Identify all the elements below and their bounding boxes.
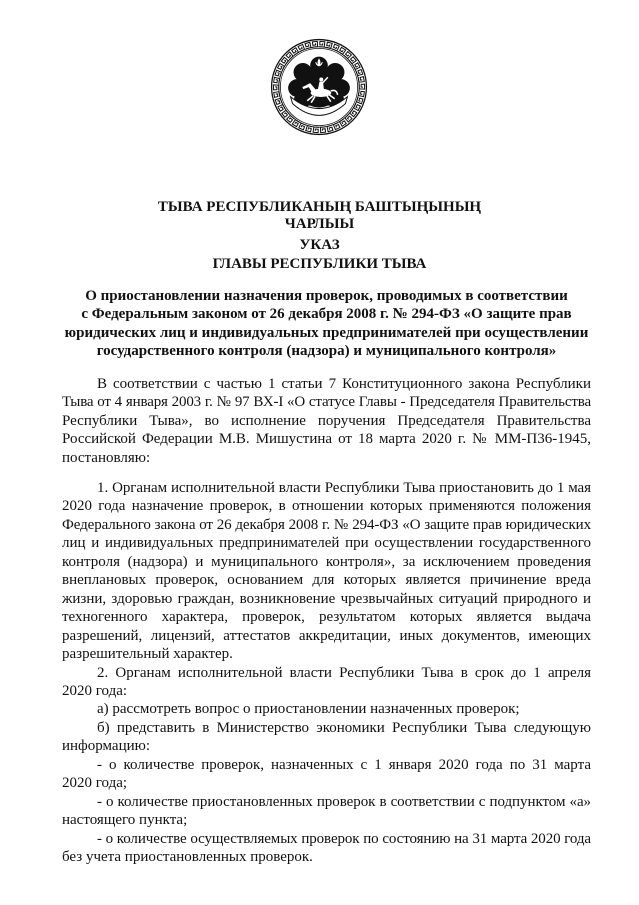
info-item-line: - о количестве осуществляемых проверок по состоянию на 31 марта 2020 года	[97, 830, 591, 847]
info-item-line: 2020 года;	[62, 775, 128, 792]
preamble-line: В соответствии с частью 1 статьи 7 Конституционного закона Республики	[97, 376, 591, 392]
clause-line: внеплановых проверок, основанием для которых является причинение вреда	[62, 572, 591, 589]
preamble-line: Республики Тыва», во исполнение поручения Председателя Правительства	[62, 412, 591, 429]
header-tuvan-decree: ЧАРЛЫЫ	[284, 216, 355, 232]
clause-line: 2020 года назначение проверок, в отношении которых применяются положения	[62, 498, 591, 515]
header-tuvan-title: ТЫВА РЕСПУБЛИКАНЫҢ БАШТЫҢЫНЫҢ	[157, 199, 482, 215]
info-item-line: без учета приостановленных проверок.	[62, 849, 313, 866]
clause-2	[62, 664, 591, 701]
info-item-line: настоящего пункта;	[62, 812, 188, 829]
info-item-2	[62, 793, 591, 830]
decree-title-line: с Федеральным законом от 26 декабря 2008 г. № 294-ФЗ «О защите прав	[81, 306, 572, 323]
preamble-line: Российской Федерации М.В. Мишустина от 18 марта 2020 г. № ММ-П36-1945,	[62, 431, 591, 448]
tuva-coat-of-arms-icon	[270, 38, 368, 136]
subclause-b	[62, 719, 591, 756]
decree-clauses	[62, 479, 591, 867]
preamble-paragraph	[62, 375, 591, 467]
info-item-line: - о количестве проверок, назначенных с 1 января 2020 года по 31 марта	[97, 756, 591, 773]
preamble-line: постановляю:	[62, 449, 151, 466]
decree-title	[62, 287, 591, 361]
clause-line: 2. Органам исполнительной власти Республики Тыва в срок до 1 апреля	[97, 664, 591, 681]
header-decree-type: УКАЗ	[299, 237, 340, 253]
clause-1	[62, 479, 591, 664]
subclause-line: информацию:	[62, 738, 151, 755]
clause-line: лиц и индивидуальных предпринимателей при осуществлении государственного	[62, 535, 591, 552]
subclause-a	[62, 700, 591, 718]
clause-line: Федерального закона от 26 декабря 2008 г. № 294-ФЗ «О защите прав юридических	[62, 516, 591, 533]
clause-line: разрешительный характер.	[62, 646, 233, 663]
info-item-1	[62, 756, 591, 793]
decree-title-line: государственного контроля (надзора) и муниципального контроля»	[96, 343, 557, 360]
decree-title-line: юридических лиц и индивидуальных предпринимателей при осуществлении	[64, 324, 589, 341]
info-item-3	[62, 830, 591, 867]
clause-line: разрешений, лицензий, аттестатов аккредитации, иных документов, имеющих	[62, 627, 591, 644]
clause-line: техногенного характера, проверок, результатом которых является выдача	[62, 609, 591, 626]
header-issuer: ГЛАВЫ РЕСПУБЛИКИ ТЫВА	[212, 256, 427, 272]
emblem-rider-head	[319, 77, 323, 81]
clause-line: контроля (надзора) и муниципального контроля», за исключением проведения	[62, 553, 591, 570]
clause-line: 1. Органам исполнительной власти Республики Тыва приостановить до 1 мая	[97, 480, 591, 496]
preamble-line: Тыва от 4 января 2003 г. № 97 ВХ-I «О статусе Главы - Председателя Правительства	[62, 394, 591, 411]
info-item-line: - о количестве приостановленных проверок в соответствии с подпунктом «а»	[97, 793, 591, 810]
decree-title-line: О приостановлении назначения проверок, проводимых в соответствии	[85, 288, 568, 304]
clause-line: жизни, здоровью граждан, возникновение чрезвычайных ситуаций природного и	[62, 590, 591, 607]
clause-line: 2020 года:	[62, 682, 128, 699]
subclause-line: а) рассмотреть вопрос о приостановлении назначенных проверок;	[97, 701, 520, 718]
subclause-line: б) представить в Министерство экономики Республики Тыва следующую	[97, 719, 591, 736]
